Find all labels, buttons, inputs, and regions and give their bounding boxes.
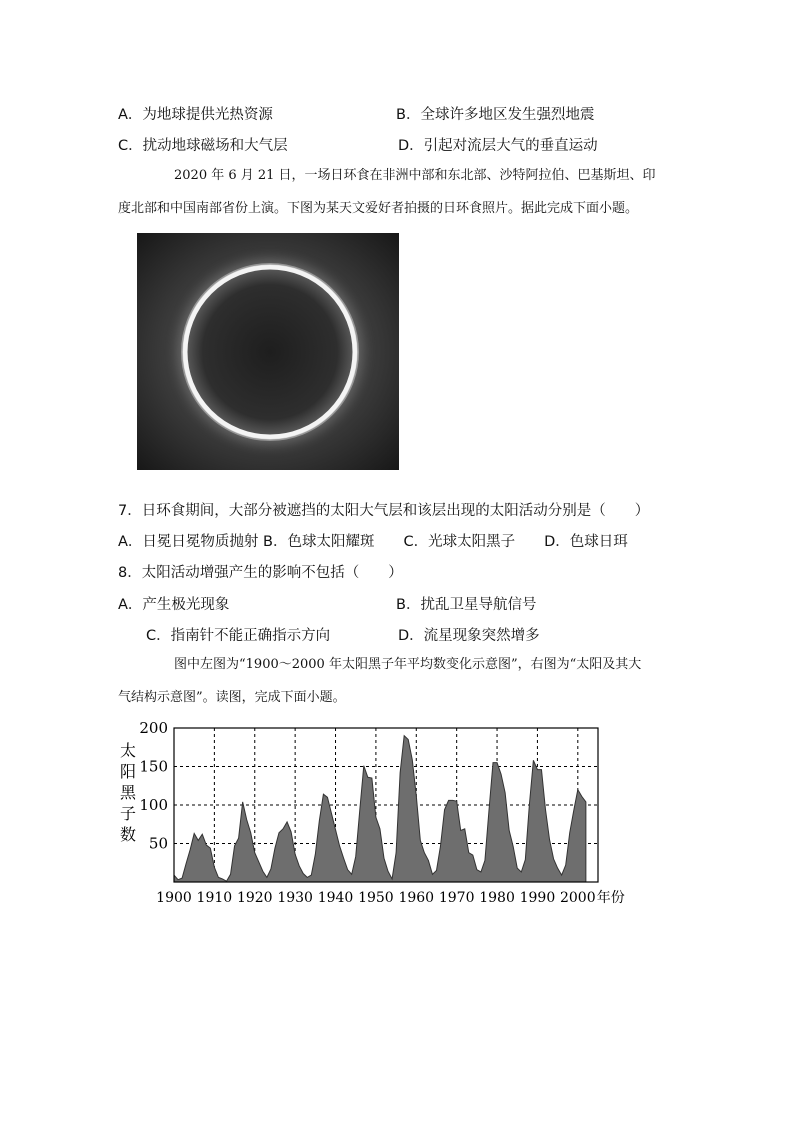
q7-options: A．日冕日冕物质抛射 B．色球太阳耀斑 C．光球太阳黑子 D．色球日珥 [118,534,628,550]
y-axis-label-char: 黑 [119,783,137,802]
passage-sunspot-line1: 图中左图为“1900～2000 年太阳黑子年平均数变化示意图”，右图为“太阳及其大 [174,657,642,672]
x-tick-label: 1960 [398,890,435,906]
y-tick-label: 150 [139,757,168,776]
q8-option-b: B．扰乱卫星导航信号 [396,597,537,613]
q8-option-d: D．流星现象突然增多 [398,628,540,644]
sunspot-chart [110,720,630,915]
x-tick-label: 1990 [519,890,556,906]
q6-option-d: D．引起对流层大气的垂直运动 [398,138,598,154]
q8-option-c: C．指南针不能正确指示方向 [146,628,331,644]
passage-eclipse-line1: 2020 年 6 月 21 日，一场日环食在非洲中部和东北部、沙特阿拉伯、巴基斯坦、印 [174,168,656,183]
x-tick-label: 2000 [559,890,596,906]
q6-option-a: A．为地球提供光热资源 [118,107,273,123]
q7-stem: 7．日环食期间，大部分被遮挡的太阳大气层和该层出现的太阳活动分别是（ ） [118,503,650,519]
q6-option-b: B．全球许多地区发生强烈地震 [396,107,595,123]
y-axis-label-char: 数 [119,825,137,844]
q6-option-c: C．扰动地球磁场和大气层 [118,138,288,154]
sunspot-area [174,736,586,882]
y-tick-label: 100 [139,796,168,814]
x-tick-label: 1930 [277,890,313,906]
y-axis-label-char: 太 [119,741,137,760]
q8-option-a: A．产生极光现象 [118,597,230,613]
passage-eclipse [118,159,678,225]
y-tick-label: 50 [148,834,168,853]
q8-stem: 8．太阳活动增强产生的影响不包括（ ） [118,565,403,581]
x-tick-label: 1980 [479,890,515,906]
y-axis-label [120,741,137,844]
x-tick-label: 1920 [236,890,273,906]
x-tick-label: 1910 [196,890,233,906]
passage-eclipse-line2: 度北部和中国南部省份上演。下图为某天文爱好者拍摄的日环食照片。据此完成下面小题。 [118,201,639,216]
x-tick-label: 1940 [317,890,354,906]
y-tick-label: 200 [139,720,168,737]
y-axis-label-char: 子 [119,804,137,823]
x-tick-label: 1970 [438,890,475,906]
annular-eclipse-photo [137,233,399,470]
x-tick-labels [156,890,595,906]
passage-sunspot [118,648,678,714]
x-tick-label: 1950 [358,890,394,906]
y-axis-label-char: 阳 [119,762,137,781]
passage-sunspot-line2: 气结构示意图”。读图，完成下面小题。 [118,690,346,705]
x-axis-label: 年份 [596,890,625,906]
y-tick-labels [139,720,168,853]
x-tick-label: 1900 [156,890,192,906]
